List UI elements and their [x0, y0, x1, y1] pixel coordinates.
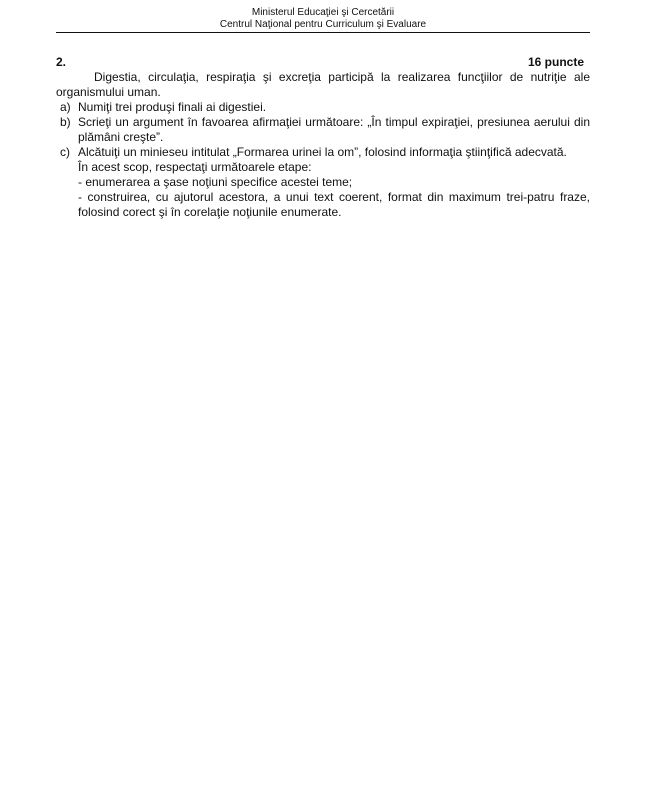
question-points: 16 puncte — [527, 55, 584, 69]
step-list-item: - construirea, cu ajutorul acestora, a unui text coerent, format din maximum trei-patru fraze, folosind corect şi în corelaţie noţiunile enumerate. — [78, 190, 590, 219]
question-block — [56, 55, 590, 220]
question-number: 2. — [56, 55, 67, 69]
item-letter: b) — [60, 115, 71, 129]
header-center: Centrul Naţional pentru Curriculum şi Evaluare — [219, 19, 427, 30]
item-text: Numiţi trei produşi finali ai digestiei. — [78, 100, 267, 114]
question-item-c — [56, 145, 590, 220]
question-item-b — [56, 115, 590, 145]
item-letter: c) — [60, 145, 70, 159]
header-divider — [56, 32, 590, 33]
question-heading — [56, 55, 590, 70]
item-text: Alcătuiţi un minieseu intitulat „Formarea urinei la om”, folosind informaţia ştiinţifică adecvată. — [78, 145, 567, 159]
page-header — [56, 7, 590, 31]
question-item-a — [56, 100, 590, 115]
question-intro: Digestia, circulaţia, respiraţia şi excreţia participă la realizarea funcţiilor de nutriţie ale organismului uman. — [56, 70, 590, 99]
item-text: Scrieţi un argument în favoarea afirmaţiei următoare: „În timpul expiraţiei, presiunea aerului din plămâni creşte”. — [78, 115, 590, 144]
item-letter: a) — [60, 100, 71, 114]
header-ministry: Ministerul Educaţiei şi Cercetării — [251, 7, 395, 18]
item-instructions: În acest scop, respectaţi următoarele etape: — [78, 160, 312, 174]
step-list-item: - enumerarea a şase noţiuni specifice acestei teme; — [78, 175, 353, 189]
